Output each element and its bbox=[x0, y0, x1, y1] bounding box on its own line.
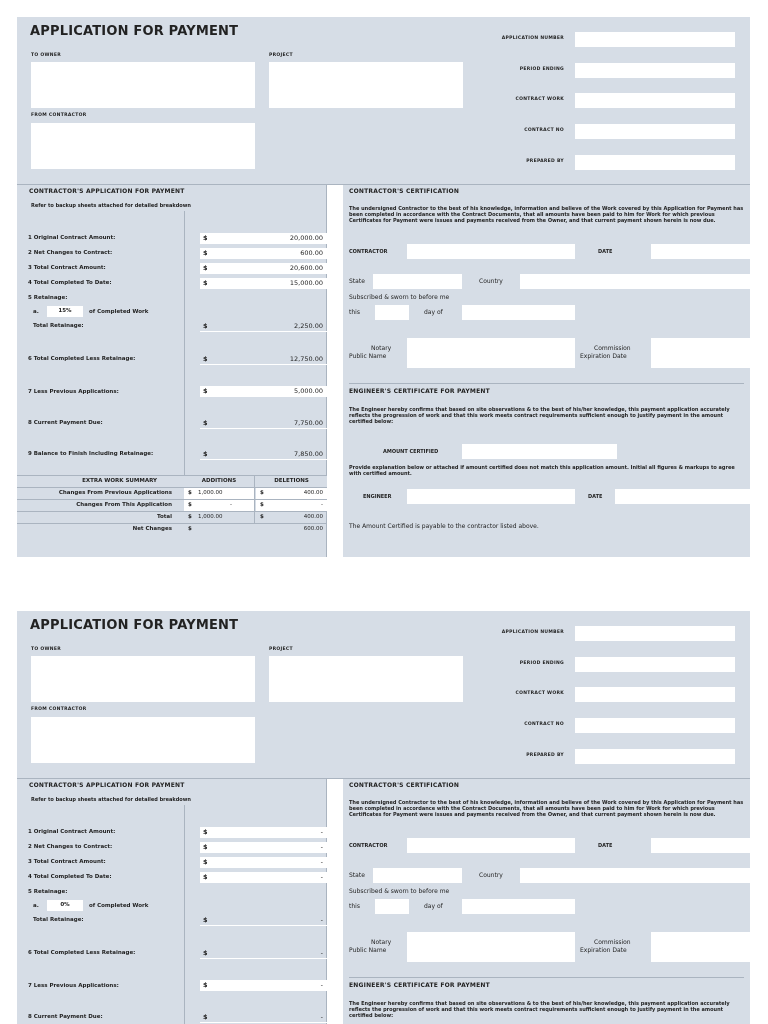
line-8-label: 8 Current Payment Due: bbox=[28, 420, 103, 426]
engineer-certificate-title: ENGINEER'S CERTIFICATE FOR PAYMENT bbox=[349, 388, 490, 395]
day-of-label: day of bbox=[424, 903, 443, 910]
country-field[interactable] bbox=[520, 868, 750, 883]
from-contractor-field[interactable] bbox=[31, 717, 255, 763]
currency-symbol: $ bbox=[203, 355, 208, 363]
deletions-cell[interactable] bbox=[256, 500, 327, 511]
table-row bbox=[17, 499, 327, 511]
net-changes-label: Net Changes bbox=[132, 526, 172, 532]
to-owner-field[interactable] bbox=[31, 62, 255, 108]
additions-header: ADDITIONS bbox=[184, 476, 255, 487]
additions-cell[interactable] bbox=[184, 500, 255, 511]
contract-work-label: CONTRACT WORK bbox=[515, 97, 564, 102]
deletions-header: DELETIONS bbox=[256, 476, 327, 487]
state-label: State bbox=[349, 872, 365, 879]
line-4-label: 4 Total Completed To Date: bbox=[28, 280, 112, 286]
deletions-value: 400.00 bbox=[303, 490, 323, 496]
line-5-label: 5 Retainage: bbox=[28, 295, 68, 301]
to-owner-label: TO OWNER bbox=[31, 53, 61, 58]
payable-note: The Amount Certified is payable to the contractor listed above. bbox=[349, 523, 539, 530]
line-2-amount[interactable] bbox=[200, 842, 327, 853]
table-row bbox=[17, 487, 327, 499]
public-name-label: Public Name bbox=[349, 353, 387, 360]
project-field[interactable] bbox=[269, 62, 463, 108]
expiration-date-label: Expiration Date bbox=[580, 353, 627, 360]
line-1-amount[interactable] bbox=[200, 827, 327, 838]
engineer-date-label: DATE bbox=[588, 494, 603, 500]
prepared-by-label: PREPARED BY bbox=[526, 159, 564, 164]
section-title: CONTRACTOR'S APPLICATION FOR PAYMENT bbox=[29, 188, 185, 195]
from-contractor-label: FROM CONTRACTOR bbox=[31, 113, 87, 118]
engineer-certificate-text: The Engineer hereby confirms that based on site observations & to the best of his/her knowledge, this payment application accurately reflects the progression of work and that this work meets contract requirements sufficient enough to justify payment in the amount certified below: bbox=[349, 1001, 730, 1020]
explanation-note: Provide explanation below or attached if amount certified does not match this application amount. Initial all figures & markups to agree with certified amount. bbox=[349, 465, 735, 478]
project-label: PROJECT bbox=[269, 647, 293, 652]
line-7-amount[interactable] bbox=[200, 386, 327, 397]
state-field[interactable] bbox=[373, 868, 462, 883]
net-changes-value: 600.00 bbox=[303, 526, 323, 532]
public-name-label: Public Name bbox=[349, 947, 387, 954]
additions-cell[interactable] bbox=[184, 488, 255, 499]
currency-symbol: $ bbox=[188, 490, 192, 496]
contract-no-field[interactable] bbox=[575, 718, 735, 733]
currency-symbol: $ bbox=[203, 322, 208, 330]
amount-value: - bbox=[320, 843, 323, 851]
amount-value: - bbox=[320, 981, 323, 989]
total-retainage-amount bbox=[200, 321, 327, 332]
line-2-label: 2 Net Changes to Contract: bbox=[28, 844, 113, 850]
contractor-certification-text: The undersigned Contractor to the best of his knowledge, information and believe of the Work covered by this Application for Payment has been completed in accordance with the Contract Documents, that all amounts have been paid to him for Work for which previous Certificates for Payment were issues and payments received from the Owner, and that current payment shown herein is now due. bbox=[349, 800, 744, 819]
total-retainage-amount bbox=[200, 915, 327, 926]
total-retainage-label: Total Retainage: bbox=[33, 917, 84, 923]
line-7-label: 7 Less Previous Applications: bbox=[28, 389, 119, 395]
row-label: Changes From Previous Applications bbox=[58, 490, 172, 496]
retainage-a-label: a. bbox=[33, 309, 39, 315]
contract-no-label: CONTRACT NO bbox=[524, 128, 564, 133]
retainage-percent-field[interactable]: 0% bbox=[47, 900, 83, 911]
divider bbox=[184, 211, 185, 475]
line-6-label: 6 Total Completed Less Retainage: bbox=[28, 356, 136, 362]
day-field[interactable] bbox=[375, 899, 409, 914]
backup-note: Refer to backup sheets attached for detailed breakdown bbox=[31, 203, 191, 209]
contract-no-field[interactable] bbox=[575, 124, 735, 139]
commission-label: Commission bbox=[594, 345, 631, 352]
currency-symbol: $ bbox=[188, 502, 192, 508]
engineer-certificate-title: ENGINEER'S CERTIFICATE FOR PAYMENT bbox=[349, 982, 490, 989]
date-field[interactable] bbox=[651, 838, 750, 853]
currency-symbol: $ bbox=[203, 264, 208, 272]
retainage-of-label: of Completed Work bbox=[89, 309, 149, 315]
contract-work-label: CONTRACT WORK bbox=[515, 691, 564, 696]
section-title: CONTRACTOR'S APPLICATION FOR PAYMENT bbox=[29, 782, 185, 789]
certification-section bbox=[343, 779, 750, 1024]
currency-symbol: $ bbox=[203, 916, 208, 924]
amount-value: - bbox=[320, 949, 323, 957]
extra-work-title: EXTRA WORK SUMMARY bbox=[82, 478, 157, 484]
retainage-a-label: a. bbox=[33, 903, 39, 909]
period-ending-label: PERIOD ENDING bbox=[519, 67, 564, 72]
expiration-date-field[interactable] bbox=[651, 932, 750, 962]
notary-name-field[interactable] bbox=[407, 932, 575, 962]
amount-value: 600.00 bbox=[300, 249, 323, 257]
contractor-certification-text: The undersigned Contractor to the best of his knowledge, information and believe of the Work covered by this Application for Payment has been completed in accordance with the Contract Documents, that all amounts have been paid to him for Work for which previous Certificates for Payment were issues and payments received from the Owner, and that current payment shown herein is now due. bbox=[349, 206, 744, 225]
from-contractor-field[interactable] bbox=[31, 123, 255, 169]
currency-symbol: $ bbox=[203, 387, 208, 395]
contract-work-field[interactable] bbox=[575, 93, 735, 108]
country-label: Country bbox=[479, 278, 503, 285]
application-form-2 bbox=[17, 611, 750, 1024]
deletions-cell[interactable] bbox=[256, 488, 327, 499]
currency-symbol: $ bbox=[260, 514, 264, 520]
engineer-certificate-text: The Engineer hereby confirms that based on site observations & to the best of his/her knowledge, this payment application accurately reflects the progression of work and that this work meets contract requirements sufficient enough to justify payment in the amount certified below: bbox=[349, 407, 730, 426]
this-label: this bbox=[349, 309, 360, 316]
additions-value: - bbox=[230, 502, 232, 508]
currency-symbol: $ bbox=[203, 249, 208, 257]
project-label: PROJECT bbox=[269, 53, 293, 58]
deletions-value: 400.00 bbox=[303, 514, 323, 520]
line-8-amount bbox=[200, 418, 327, 429]
date-label: DATE bbox=[598, 249, 613, 255]
divider bbox=[349, 977, 744, 978]
amount-value: 20,000.00 bbox=[289, 234, 323, 242]
currency-symbol: $ bbox=[203, 858, 208, 866]
line-7-amount[interactable] bbox=[200, 980, 327, 991]
application-number-label: APPLICATION NUMBER bbox=[501, 36, 564, 41]
subscribed-text: Subscribed & sworn to before me bbox=[349, 888, 450, 895]
application-form-1 bbox=[17, 17, 750, 557]
prepared-by-field[interactable] bbox=[575, 155, 735, 170]
total-retainage-label: Total Retainage: bbox=[33, 323, 84, 329]
amount-value: 7,750.00 bbox=[294, 419, 323, 427]
notary-label: Notary bbox=[371, 939, 392, 946]
currency-symbol: $ bbox=[260, 502, 264, 508]
certification-section bbox=[343, 185, 750, 557]
line-4-amount[interactable] bbox=[200, 278, 327, 289]
contractor-application-section bbox=[17, 185, 327, 557]
contract-work-field[interactable] bbox=[575, 687, 735, 702]
row-label: Changes From This Application bbox=[76, 502, 172, 508]
form-body bbox=[17, 185, 750, 557]
form-body bbox=[17, 779, 750, 1024]
currency-symbol: $ bbox=[188, 514, 192, 520]
line-9-label: 9 Balance to Finish Including Retainage: bbox=[28, 451, 154, 457]
this-label: this bbox=[349, 903, 360, 910]
additions-value: 1,000.00 bbox=[198, 490, 223, 496]
month-field[interactable] bbox=[462, 899, 575, 914]
date-label: DATE bbox=[598, 843, 613, 849]
prepared-by-field[interactable] bbox=[575, 749, 735, 764]
line-2-amount[interactable] bbox=[200, 248, 327, 259]
amount-value: - bbox=[320, 916, 323, 924]
line-3-amount[interactable] bbox=[200, 263, 327, 274]
application-number-field[interactable] bbox=[575, 32, 735, 47]
line-4-label: 4 Total Completed To Date: bbox=[28, 874, 112, 880]
amount-certified-field[interactable] bbox=[462, 444, 617, 459]
currency-symbol: $ bbox=[203, 873, 208, 881]
currency-symbol: $ bbox=[203, 419, 208, 427]
amount-certified-label: AMOUNT CERTIFIED bbox=[383, 449, 439, 455]
currency-symbol: $ bbox=[203, 450, 208, 458]
project-field[interactable] bbox=[269, 656, 463, 702]
month-field[interactable] bbox=[462, 305, 575, 320]
amount-value: 2,250.00 bbox=[294, 322, 323, 330]
period-ending-label: PERIOD ENDING bbox=[519, 661, 564, 666]
additions-cell bbox=[184, 512, 255, 523]
currency-symbol: $ bbox=[203, 949, 208, 957]
currency-symbol: $ bbox=[203, 1013, 208, 1021]
line-6-amount bbox=[200, 354, 327, 365]
amount-value: 15,000.00 bbox=[289, 279, 323, 287]
period-ending-field[interactable] bbox=[575, 63, 735, 78]
form-header bbox=[17, 17, 750, 185]
line-3-amount[interactable] bbox=[200, 857, 327, 868]
engineer-field[interactable] bbox=[407, 489, 575, 504]
line-6-amount bbox=[200, 948, 327, 959]
contractor-label: CONTRACTOR bbox=[349, 843, 388, 849]
line-4-amount[interactable] bbox=[200, 872, 327, 883]
amount-value: 20,600.00 bbox=[289, 264, 323, 272]
line-3-label: 3 Total Contract Amount: bbox=[28, 265, 106, 271]
deletions-cell bbox=[256, 512, 327, 523]
day-of-label: day of bbox=[424, 309, 443, 316]
currency-symbol: $ bbox=[203, 843, 208, 851]
line-3-label: 3 Total Contract Amount: bbox=[28, 859, 106, 865]
contract-no-label: CONTRACT NO bbox=[524, 722, 564, 727]
form-header bbox=[17, 611, 750, 779]
subscribed-text: Subscribed & sworn to before me bbox=[349, 294, 450, 301]
notary-label: Notary bbox=[371, 345, 392, 352]
divider bbox=[349, 383, 744, 384]
net-changes-cell bbox=[184, 524, 327, 535]
page-title: APPLICATION FOR PAYMENT bbox=[30, 24, 239, 39]
day-field[interactable] bbox=[375, 305, 409, 320]
from-contractor-label: FROM CONTRACTOR bbox=[31, 707, 87, 712]
state-label: State bbox=[349, 278, 365, 285]
amount-value: - bbox=[320, 1013, 323, 1021]
deletions-value: - bbox=[321, 502, 323, 508]
retainage-percent-field[interactable]: 15% bbox=[47, 306, 83, 317]
amount-value: - bbox=[320, 873, 323, 881]
divider bbox=[184, 805, 185, 1024]
date-field[interactable] bbox=[651, 244, 750, 259]
extra-work-header-row bbox=[17, 475, 327, 487]
application-number-label: APPLICATION NUMBER bbox=[501, 630, 564, 635]
currency-symbol: $ bbox=[203, 279, 208, 287]
notary-name-field[interactable] bbox=[407, 338, 575, 368]
amount-value: - bbox=[320, 828, 323, 836]
line-1-label: 1 Original Contract Amount: bbox=[28, 235, 116, 241]
line-8-label: 8 Current Payment Due: bbox=[28, 1014, 103, 1020]
line-9-amount bbox=[200, 449, 327, 460]
country-label: Country bbox=[479, 872, 503, 879]
additions-value: 1,000.00 bbox=[198, 514, 223, 520]
line-1-amount[interactable] bbox=[200, 233, 327, 244]
row-label: Total bbox=[156, 514, 172, 520]
contractor-certification-title: CONTRACTOR'S CERTIFICATION bbox=[349, 188, 460, 195]
contractor-field[interactable] bbox=[407, 244, 575, 259]
engineer-date-field[interactable] bbox=[615, 489, 750, 504]
amount-value: 7,850.00 bbox=[294, 450, 323, 458]
engineer-label: ENGINEER bbox=[363, 494, 392, 500]
country-field[interactable] bbox=[520, 274, 750, 289]
expiration-date-field[interactable] bbox=[651, 338, 750, 368]
expiration-date-label: Expiration Date bbox=[580, 947, 627, 954]
to-owner-label: TO OWNER bbox=[31, 647, 61, 652]
to-owner-field[interactable] bbox=[31, 656, 255, 702]
contractor-label: CONTRACTOR bbox=[349, 249, 388, 255]
line-6-label: 6 Total Completed Less Retainage: bbox=[28, 950, 136, 956]
currency-symbol: $ bbox=[260, 490, 264, 496]
currency-symbol: $ bbox=[203, 828, 208, 836]
currency-symbol: $ bbox=[188, 526, 192, 532]
line-5-label: 5 Retainage: bbox=[28, 889, 68, 895]
commission-label: Commission bbox=[594, 939, 631, 946]
currency-symbol: $ bbox=[203, 234, 208, 242]
line-7-label: 7 Less Previous Applications: bbox=[28, 983, 119, 989]
line-8-amount bbox=[200, 1012, 327, 1023]
line-2-label: 2 Net Changes to Contract: bbox=[28, 250, 113, 256]
currency-symbol: $ bbox=[203, 981, 208, 989]
application-number-field[interactable] bbox=[575, 626, 735, 641]
contractor-application-section bbox=[17, 779, 327, 1024]
amount-value: - bbox=[320, 858, 323, 866]
page-title: APPLICATION FOR PAYMENT bbox=[30, 618, 239, 633]
retainage-of-label: of Completed Work bbox=[89, 903, 149, 909]
backup-note: Refer to backup sheets attached for detailed breakdown bbox=[31, 797, 191, 803]
contractor-field[interactable] bbox=[407, 838, 575, 853]
prepared-by-label: PREPARED BY bbox=[526, 753, 564, 758]
net-changes-row bbox=[17, 523, 327, 535]
amount-value: 5,000.00 bbox=[294, 387, 323, 395]
state-field[interactable] bbox=[373, 274, 462, 289]
amount-value: 12,750.00 bbox=[289, 355, 323, 363]
table-row bbox=[17, 511, 327, 523]
line-1-label: 1 Original Contract Amount: bbox=[28, 829, 116, 835]
period-ending-field[interactable] bbox=[575, 657, 735, 672]
contractor-certification-title: CONTRACTOR'S CERTIFICATION bbox=[349, 782, 460, 789]
